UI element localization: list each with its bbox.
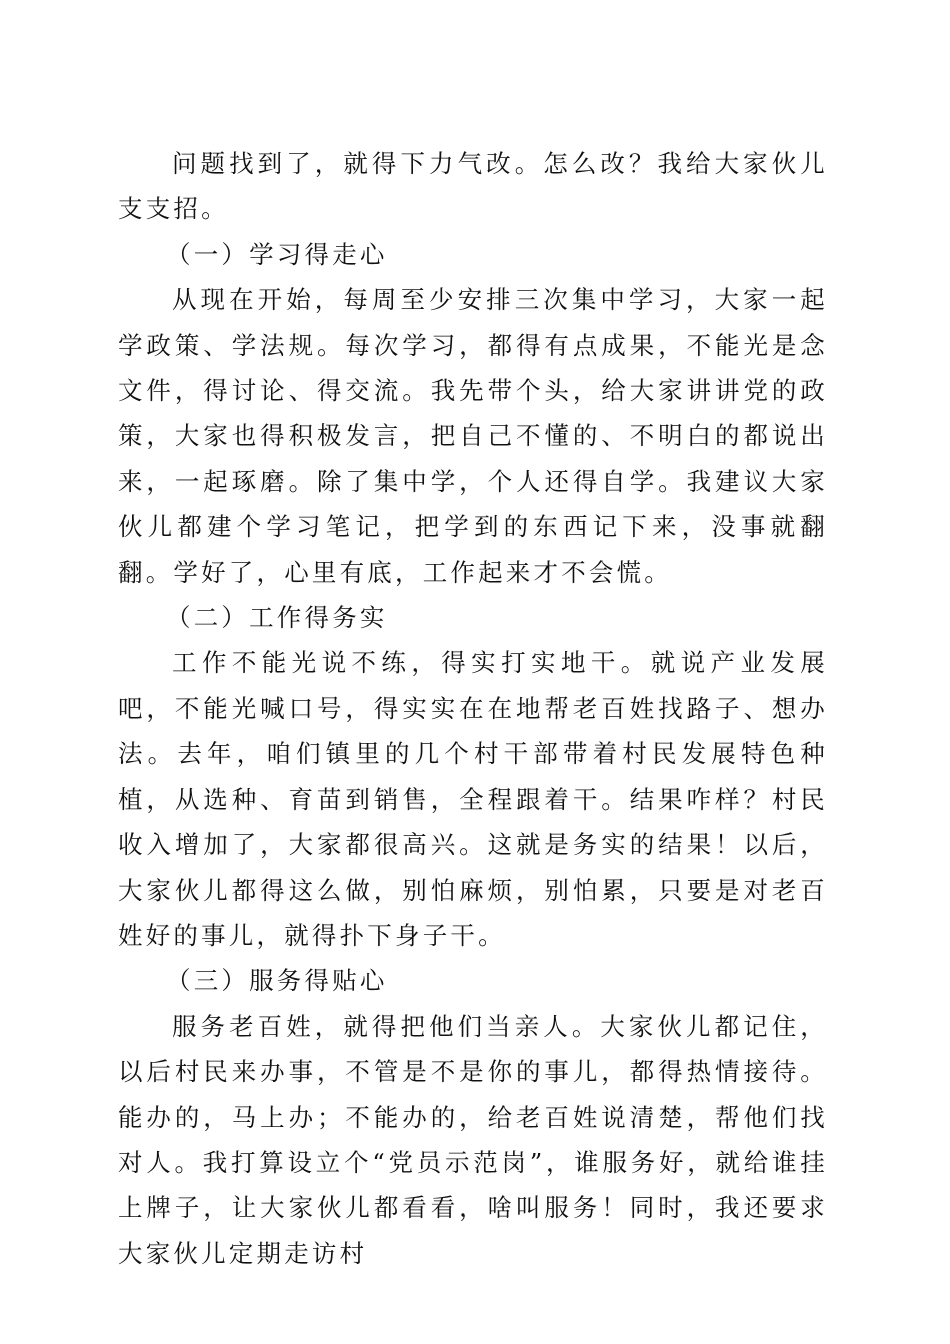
section-1-paragraph: 从现在开始，每周至少安排三次集中学习，大家一起学政策、学法规。每次学习，都得有点成果，不能光是念文件，得讨论、得交流。我先带个头，给大家讲讲党的政策，大家也得积极发言，把自己不懂的、不明白的都说出来，一起琢磨。除了集中学，个人还得自学。我建议大家伙儿都建个学习笔记，把学到的东西记下来，没事就翻翻。学好了，心里有底，工作起来才不会慌。: [118, 285, 828, 587]
section-3-paragraph: 服务老百姓，就得把他们当亲人。大家伙儿都记住，以后村民来办事，不管是不是你的事儿，都得热情接待。能办的，马上办；不能办的，给老百姓说清楚，帮他们找对人。我打算设立个“党员示范岗”，谁服务好，就给谁挂上牌子，让大家伙儿都看看，啥叫服务！同时，我还要求大家伙儿定期走访村: [118, 1011, 828, 1268]
intro-paragraph: 问题找到了，就得下力气改。怎么改？我给大家伙儿支支招。: [118, 149, 828, 224]
section-2-heading: （二）工作得务实: [166, 603, 388, 633]
document-body: [118, 141, 828, 1276]
section-1-heading: （一）学习得走心: [166, 239, 388, 269]
section-2-paragraph: 工作不能光说不练，得实打实地干。就说产业发展吧，不能光喊口号，得实实在在地帮老百姓找路子、想办法。去年，咱们镇里的几个村干部带着村民发展特色种植，从选种、育苗到销售，全程跟着干。结果咋样？村民收入增加了，大家都很高兴。这就是务实的结果！以后，大家伙儿都得这么做，别怕麻烦，别怕累，只要是对老百姓好的事儿，就得扑下身子干。: [118, 648, 828, 950]
section-3-heading: （三）服务得贴心: [166, 966, 388, 996]
